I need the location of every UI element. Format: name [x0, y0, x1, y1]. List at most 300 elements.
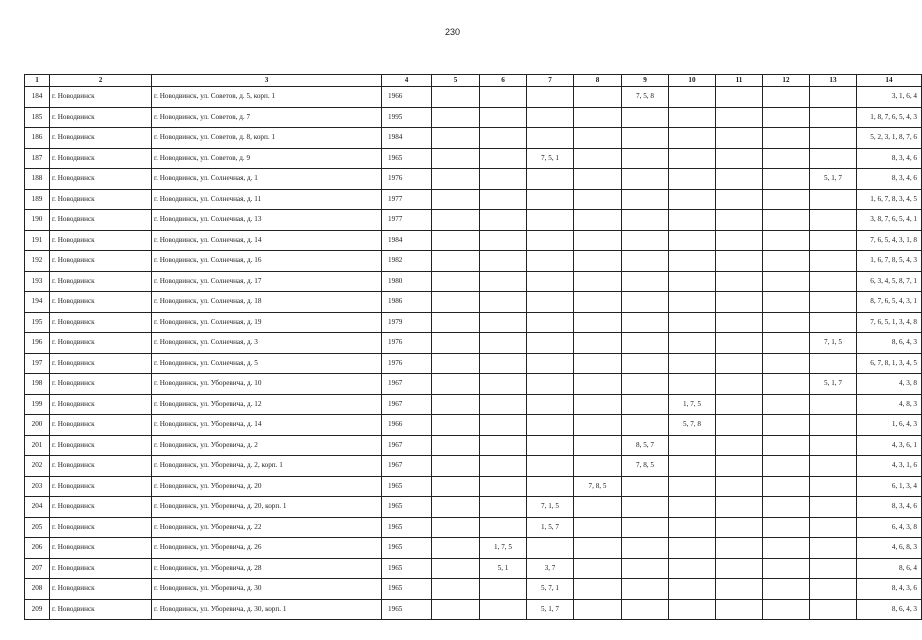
col12-cell: [763, 517, 810, 538]
table-row: [25, 210, 922, 231]
col8-cell: [574, 538, 622, 559]
table-row: [25, 353, 922, 374]
column-header: 9: [622, 75, 669, 87]
col8-cell: [574, 148, 622, 169]
col6-cell: [480, 394, 527, 415]
col7-cell: [527, 251, 574, 272]
year-cell: 1984: [382, 128, 432, 149]
col11-cell: [716, 230, 763, 251]
col11-cell: [716, 517, 763, 538]
row-number-cell: 185: [25, 107, 50, 128]
row-number-cell: 188: [25, 169, 50, 190]
settlement-cell: г. Новодвинск: [50, 169, 152, 190]
col14-cell: 8, 3, 4, 6: [857, 169, 922, 190]
col6-cell: 1, 7, 5: [480, 538, 527, 559]
col9-cell: [622, 128, 669, 149]
col6-cell: [480, 456, 527, 477]
settlement-cell: г. Новодвинск: [50, 271, 152, 292]
year-cell: 1986: [382, 292, 432, 313]
col11-cell: [716, 599, 763, 620]
col9-cell: [622, 394, 669, 415]
col14-cell: 8, 6, 4, 3: [857, 599, 922, 620]
table-row: [25, 128, 922, 149]
col5-cell: [432, 251, 480, 272]
column-header: 13: [810, 75, 857, 87]
col13-cell: [810, 107, 857, 128]
col10-cell: 1, 7, 5: [669, 394, 716, 415]
col13-cell: [810, 394, 857, 415]
column-header: 11: [716, 75, 763, 87]
col14-cell: 4, 3, 1, 6: [857, 456, 922, 477]
col6-cell: [480, 312, 527, 333]
col14-cell: 4, 3, 8: [857, 374, 922, 395]
col12-cell: [763, 128, 810, 149]
col12-cell: [763, 374, 810, 395]
address-cell: г. Новодвинск, ул. Советов, д. 8, корп. 1: [152, 128, 382, 149]
address-cell: г. Новодвинск, ул. Солнечная, д. 16: [152, 251, 382, 272]
col8-cell: [574, 251, 622, 272]
row-number-cell: 207: [25, 558, 50, 579]
col9-cell: [622, 517, 669, 538]
settlement-cell: г. Новодвинск: [50, 107, 152, 128]
col7-cell: [527, 456, 574, 477]
col5-cell: [432, 538, 480, 559]
table-row: [25, 558, 922, 579]
year-cell: 1967: [382, 435, 432, 456]
col11-cell: [716, 189, 763, 210]
col10-cell: [669, 148, 716, 169]
year-cell: 1977: [382, 189, 432, 210]
col11-cell: [716, 107, 763, 128]
address-cell: г. Новодвинск, ул. Солнечная, д. 11: [152, 189, 382, 210]
col7-cell: [527, 271, 574, 292]
table-row: [25, 579, 922, 600]
col14-cell: 1, 6, 7, 8, 3, 4, 5: [857, 189, 922, 210]
address-cell: г. Новодвинск, ул. Уборевича, д. 30: [152, 579, 382, 600]
col7-cell: [527, 435, 574, 456]
table-row: [25, 374, 922, 395]
houses-table: [24, 74, 922, 620]
col8-cell: [574, 435, 622, 456]
settlement-cell: г. Новодвинск: [50, 230, 152, 251]
col12-cell: [763, 271, 810, 292]
address-cell: г. Новодвинск, ул. Солнечная, д. 5: [152, 353, 382, 374]
col12-cell: [763, 538, 810, 559]
col7-cell: [527, 538, 574, 559]
col8-cell: [574, 374, 622, 395]
col10-cell: [669, 435, 716, 456]
table-body: [25, 87, 922, 620]
col11-cell: [716, 497, 763, 518]
col6-cell: [480, 579, 527, 600]
row-number-cell: 190: [25, 210, 50, 231]
col13-cell: [810, 497, 857, 518]
col9-cell: 7, 5, 8: [622, 87, 669, 108]
col10-cell: [669, 538, 716, 559]
col9-cell: [622, 558, 669, 579]
col14-cell: 8, 4, 3, 6: [857, 579, 922, 600]
column-header: 4: [382, 75, 432, 87]
col14-cell: 8, 6, 4: [857, 558, 922, 579]
col11-cell: [716, 312, 763, 333]
table-row: [25, 107, 922, 128]
col5-cell: [432, 271, 480, 292]
col13-cell: [810, 210, 857, 231]
settlement-cell: г. Новодвинск: [50, 415, 152, 436]
col5-cell: [432, 292, 480, 313]
col14-cell: 8, 3, 4, 6: [857, 148, 922, 169]
col9-cell: [622, 538, 669, 559]
col11-cell: [716, 415, 763, 436]
col8-cell: 7, 8, 5: [574, 476, 622, 497]
col5-cell: [432, 333, 480, 354]
table-row: [25, 415, 922, 436]
address-cell: г. Новодвинск, ул. Советов, д. 9: [152, 148, 382, 169]
col7-cell: [527, 353, 574, 374]
settlement-cell: г. Новодвинск: [50, 476, 152, 497]
col10-cell: [669, 128, 716, 149]
settlement-cell: г. Новодвинск: [50, 128, 152, 149]
col9-cell: [622, 374, 669, 395]
col9-cell: [622, 169, 669, 190]
column-header: 14: [857, 75, 922, 87]
col6-cell: [480, 128, 527, 149]
settlement-cell: г. Новодвинск: [50, 333, 152, 354]
col7-cell: [527, 230, 574, 251]
col7-cell: [527, 107, 574, 128]
col6-cell: [480, 251, 527, 272]
row-number-cell: 202: [25, 456, 50, 477]
table-row: [25, 394, 922, 415]
col8-cell: [574, 497, 622, 518]
col14-cell: 1, 6, 7, 8, 5, 4, 3: [857, 251, 922, 272]
settlement-cell: г. Новодвинск: [50, 456, 152, 477]
col14-cell: 7, 6, 5, 1, 3, 4, 8: [857, 312, 922, 333]
col12-cell: [763, 476, 810, 497]
col13-cell: 7, 1, 5: [810, 333, 857, 354]
col7-cell: 7, 1, 5: [527, 497, 574, 518]
col5-cell: [432, 210, 480, 231]
settlement-cell: г. Новодвинск: [50, 292, 152, 313]
col7-cell: [527, 415, 574, 436]
settlement-cell: г. Новодвинск: [50, 435, 152, 456]
row-number-cell: 208: [25, 579, 50, 600]
col8-cell: [574, 292, 622, 313]
row-number-cell: 184: [25, 87, 50, 108]
col10-cell: [669, 497, 716, 518]
col8-cell: [574, 517, 622, 538]
col13-cell: [810, 599, 857, 620]
col7-cell: 5, 1, 7: [527, 599, 574, 620]
col9-cell: [622, 230, 669, 251]
col5-cell: [432, 312, 480, 333]
col11-cell: [716, 558, 763, 579]
col8-cell: [574, 394, 622, 415]
col7-cell: 1, 5, 7: [527, 517, 574, 538]
col13-cell: [810, 538, 857, 559]
col13-cell: [810, 292, 857, 313]
col9-cell: [622, 107, 669, 128]
col11-cell: [716, 87, 763, 108]
col11-cell: [716, 333, 763, 354]
col6-cell: [480, 353, 527, 374]
col7-cell: [527, 333, 574, 354]
col13-cell: [810, 476, 857, 497]
year-cell: 1967: [382, 456, 432, 477]
col12-cell: [763, 148, 810, 169]
row-number-cell: 187: [25, 148, 50, 169]
settlement-cell: г. Новодвинск: [50, 374, 152, 395]
year-cell: 1965: [382, 517, 432, 538]
year-cell: 1982: [382, 251, 432, 272]
col10-cell: [669, 87, 716, 108]
col11-cell: [716, 271, 763, 292]
col14-cell: 3, 1, 6, 4: [857, 87, 922, 108]
col7-cell: [527, 292, 574, 313]
row-number-cell: 189: [25, 189, 50, 210]
row-number-cell: 205: [25, 517, 50, 538]
col7-cell: [527, 189, 574, 210]
year-cell: 1984: [382, 230, 432, 251]
col12-cell: [763, 394, 810, 415]
col8-cell: [574, 271, 622, 292]
col9-cell: [622, 476, 669, 497]
col5-cell: [432, 558, 480, 579]
col10-cell: [669, 456, 716, 477]
col8-cell: [574, 87, 622, 108]
row-number-cell: 191: [25, 230, 50, 251]
col10-cell: [669, 189, 716, 210]
year-cell: 1966: [382, 87, 432, 108]
col11-cell: [716, 538, 763, 559]
row-number-cell: 204: [25, 497, 50, 518]
settlement-cell: г. Новодвинск: [50, 312, 152, 333]
year-cell: 1979: [382, 312, 432, 333]
col12-cell: [763, 579, 810, 600]
col14-cell: 4, 8, 3: [857, 394, 922, 415]
year-cell: 1976: [382, 169, 432, 190]
col7-cell: [527, 128, 574, 149]
address-cell: г. Новодвинск, ул. Уборевича, д. 2, корп. 1: [152, 456, 382, 477]
col10-cell: [669, 558, 716, 579]
address-cell: г. Новодвинск, ул. Уборевича, д. 28: [152, 558, 382, 579]
settlement-cell: г. Новодвинск: [50, 579, 152, 600]
col6-cell: [480, 87, 527, 108]
col8-cell: [574, 333, 622, 354]
col11-cell: [716, 374, 763, 395]
col13-cell: [810, 312, 857, 333]
col5-cell: [432, 517, 480, 538]
col6-cell: [480, 497, 527, 518]
col9-cell: [622, 271, 669, 292]
col5-cell: [432, 87, 480, 108]
col5-cell: [432, 435, 480, 456]
year-cell: 1965: [382, 148, 432, 169]
address-cell: г. Новодвинск, ул. Уборевича, д. 10: [152, 374, 382, 395]
address-cell: г. Новодвинск, ул. Уборевича, д. 20, корп. 1: [152, 497, 382, 518]
col11-cell: [716, 435, 763, 456]
col7-cell: [527, 210, 574, 231]
table-row: [25, 189, 922, 210]
table-row: [25, 292, 922, 313]
year-cell: 1965: [382, 599, 432, 620]
col7-cell: [527, 87, 574, 108]
col11-cell: [716, 456, 763, 477]
col6-cell: [480, 189, 527, 210]
col6-cell: 5, 1: [480, 558, 527, 579]
col8-cell: [574, 230, 622, 251]
page-number: 230: [444, 27, 461, 37]
col12-cell: [763, 292, 810, 313]
row-number-cell: 193: [25, 271, 50, 292]
row-number-cell: 206: [25, 538, 50, 559]
col5-cell: [432, 148, 480, 169]
col7-cell: [527, 476, 574, 497]
col12-cell: [763, 599, 810, 620]
col13-cell: [810, 353, 857, 374]
settlement-cell: г. Новодвинск: [50, 599, 152, 620]
table-row: [25, 599, 922, 620]
col10-cell: [669, 251, 716, 272]
col7-cell: 5, 7, 1: [527, 579, 574, 600]
col9-cell: [622, 333, 669, 354]
column-header: 5: [432, 75, 480, 87]
column-header: 2: [50, 75, 152, 87]
year-cell: 1965: [382, 476, 432, 497]
row-number-cell: 197: [25, 353, 50, 374]
col5-cell: [432, 497, 480, 518]
col14-cell: 5, 2, 3, 1, 8, 7, 6: [857, 128, 922, 149]
year-cell: 1967: [382, 374, 432, 395]
col9-cell: [622, 353, 669, 374]
col8-cell: [574, 456, 622, 477]
row-number-cell: 199: [25, 394, 50, 415]
col10-cell: [669, 374, 716, 395]
settlement-cell: г. Новодвинск: [50, 394, 152, 415]
address-cell: г. Новодвинск, ул. Уборевича, д. 2: [152, 435, 382, 456]
col9-cell: 7, 8, 5: [622, 456, 669, 477]
col13-cell: [810, 415, 857, 436]
address-cell: г. Новодвинск, ул. Уборевича, д. 22: [152, 517, 382, 538]
column-header: 3: [152, 75, 382, 87]
col12-cell: [763, 230, 810, 251]
column-header: 1: [25, 75, 50, 87]
settlement-cell: г. Новодвинск: [50, 353, 152, 374]
table-row: [25, 169, 922, 190]
address-cell: г. Новодвинск, ул. Солнечная, д. 19: [152, 312, 382, 333]
col14-cell: 7, 6, 5, 4, 3, 1, 8: [857, 230, 922, 251]
col14-cell: 4, 6, 8, 3: [857, 538, 922, 559]
address-cell: г. Новодвинск, ул. Уборевича, д. 14: [152, 415, 382, 436]
col14-cell: 4, 3, 6, 1: [857, 435, 922, 456]
row-number-cell: 203: [25, 476, 50, 497]
table-row: [25, 230, 922, 251]
table-row: [25, 538, 922, 559]
col11-cell: [716, 251, 763, 272]
address-cell: г. Новодвинск, ул. Солнечная, д. 13: [152, 210, 382, 231]
address-cell: г. Новодвинск, ул. Солнечная, д. 17: [152, 271, 382, 292]
col8-cell: [574, 189, 622, 210]
col12-cell: [763, 251, 810, 272]
col10-cell: [669, 107, 716, 128]
col7-cell: [527, 374, 574, 395]
address-cell: г. Новодвинск, ул. Солнечная, д. 3: [152, 333, 382, 354]
col6-cell: [480, 271, 527, 292]
col14-cell: 8, 3, 4, 6: [857, 497, 922, 518]
col10-cell: [669, 210, 716, 231]
col7-cell: [527, 312, 574, 333]
table-row: [25, 87, 922, 108]
col13-cell: 5, 1, 7: [810, 169, 857, 190]
col5-cell: [432, 230, 480, 251]
col8-cell: [574, 210, 622, 231]
column-header: 10: [669, 75, 716, 87]
settlement-cell: г. Новодвинск: [50, 558, 152, 579]
col7-cell: [527, 169, 574, 190]
col11-cell: [716, 210, 763, 231]
col5-cell: [432, 579, 480, 600]
year-cell: 1965: [382, 579, 432, 600]
column-header: 7: [527, 75, 574, 87]
table-row: [25, 148, 922, 169]
col13-cell: [810, 148, 857, 169]
col7-cell: 3, 7: [527, 558, 574, 579]
col6-cell: [480, 292, 527, 313]
col10-cell: [669, 517, 716, 538]
col13-cell: [810, 87, 857, 108]
col10-cell: [669, 599, 716, 620]
table-row: [25, 333, 922, 354]
col12-cell: [763, 189, 810, 210]
col5-cell: [432, 169, 480, 190]
col6-cell: [480, 476, 527, 497]
col12-cell: [763, 107, 810, 128]
address-cell: г. Новодвинск, ул. Солнечная, д. 18: [152, 292, 382, 313]
year-cell: 1976: [382, 333, 432, 354]
table-row: [25, 497, 922, 518]
col10-cell: [669, 312, 716, 333]
col12-cell: [763, 415, 810, 436]
col13-cell: [810, 230, 857, 251]
table-row: [25, 476, 922, 497]
col10-cell: [669, 353, 716, 374]
column-header: 12: [763, 75, 810, 87]
col9-cell: [622, 312, 669, 333]
col5-cell: [432, 107, 480, 128]
col11-cell: [716, 169, 763, 190]
col8-cell: [574, 312, 622, 333]
col14-cell: 1, 8, 7, 6, 5, 4, 3: [857, 107, 922, 128]
row-number-cell: 186: [25, 128, 50, 149]
col6-cell: [480, 517, 527, 538]
col6-cell: [480, 210, 527, 231]
col9-cell: [622, 148, 669, 169]
col11-cell: [716, 579, 763, 600]
address-cell: г. Новодвинск, ул. Солнечная, д. 1: [152, 169, 382, 190]
row-number-cell: 195: [25, 312, 50, 333]
col13-cell: [810, 579, 857, 600]
address-cell: г. Новодвинск, ул. Советов, д. 5, корп. 1: [152, 87, 382, 108]
settlement-cell: г. Новодвинск: [50, 517, 152, 538]
column-header: 6: [480, 75, 527, 87]
table-row: [25, 456, 922, 477]
col8-cell: [574, 558, 622, 579]
col10-cell: [669, 271, 716, 292]
col13-cell: [810, 435, 857, 456]
address-cell: г. Новодвинск, ул. Уборевича, д. 12: [152, 394, 382, 415]
year-cell: 1965: [382, 538, 432, 559]
col9-cell: 8, 5, 7: [622, 435, 669, 456]
